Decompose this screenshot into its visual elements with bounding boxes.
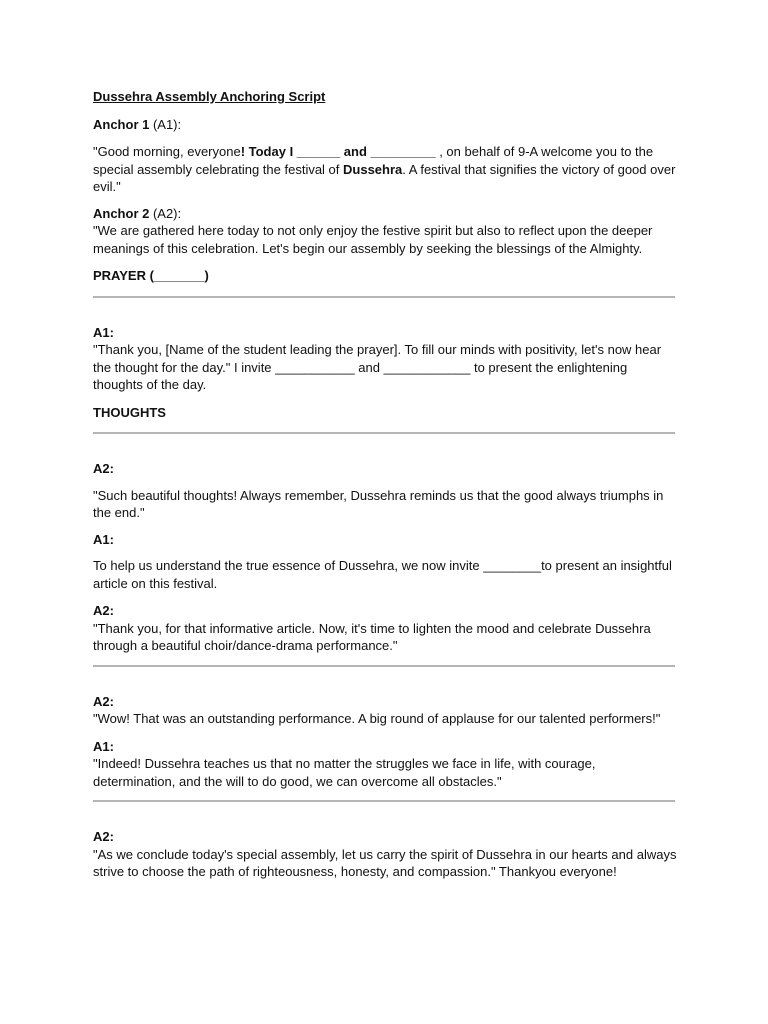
anchor2-label: Anchor 2 xyxy=(93,205,150,221)
anchor1-heading xyxy=(93,116,678,134)
anchor1-label: Anchor 1 xyxy=(93,116,150,132)
a2-heading: A2: xyxy=(93,829,114,844)
greeting-paragraph xyxy=(93,143,678,196)
a2-heading: A2: xyxy=(93,461,114,476)
anchor2-heading xyxy=(93,205,678,223)
a2-heading: A2: xyxy=(93,603,114,618)
greeting-text-3: . A festival that signifies the victory of good over evil." xyxy=(93,161,676,194)
greeting-text-2: , on behalf of 9-A welcome you to the special assembly celebrating the festival of xyxy=(93,144,654,177)
greeting-bold-1: ! Today I ______ and _________ xyxy=(240,144,440,159)
anchor1-code: (A1): xyxy=(149,116,182,132)
a2-article-paragraph: "Thank you, for that informative article. Now, it's time to lighten the mood and celebrate Dussehra through a beautiful choir/dance-drama performance." xyxy=(93,620,651,653)
a1-heading: A1: xyxy=(93,738,114,754)
section-divider xyxy=(93,296,675,298)
a2-performance-paragraph: "Wow! That was an outstanding performance. A big round of applause for our talented performers!" xyxy=(93,711,661,726)
a2-conclusion-paragraph: "As we conclude today's special assembly, let us carry the spirit of Dussehra in our hearts and always strive to choose the path of righteousness, honesty, and compassion." Thankyou everyone! xyxy=(93,846,677,879)
anchor2-code: (A2): xyxy=(149,205,182,221)
a2-thoughts-paragraph: "Such beautiful thoughts! Always remember, Dussehra reminds us that the good always triumphs in the end." xyxy=(93,487,664,520)
document-body xyxy=(93,88,678,881)
a1-indeed-paragraph: "Indeed! Dussehra teaches us that no matter the struggles we face in life, with courage, determination, and the will to do good, we can overcome all obstacles." xyxy=(93,756,596,789)
section-divider xyxy=(93,665,675,667)
greeting-bold-festival: Dussehra xyxy=(343,161,403,177)
a1-heading: A1: xyxy=(93,324,114,340)
thoughts-heading: THOUGHTS xyxy=(93,404,166,420)
section-divider xyxy=(93,800,675,802)
section-divider xyxy=(93,432,675,434)
greeting-text-1: "Good morning, everyone xyxy=(93,144,241,159)
a1-heading: A1: xyxy=(93,531,114,547)
a1-article-paragraph: To help us understand the true essence of Dussehra, we now invite ________to present an insightful article on this festival. xyxy=(93,558,672,591)
document-title: Dussehra Assembly Anchoring Script xyxy=(93,89,326,104)
anchor2-paragraph: "We are gathered here today to not only enjoy the festive spirit but also to reflect upon the deeper meanings of this celebration. Let's begin our assembly by seeking the blessings of the Almighty. xyxy=(93,223,653,256)
prayer-heading: PRAYER (_______) xyxy=(93,268,209,283)
a1-prayer-paragraph: "Thank you, [Name of the student leading the prayer]. To fill our minds with positivity, let's now hear the thought for the day." I invite ___________ and ____________ to present the enlightening thoughts of the day. xyxy=(93,342,662,392)
a2-heading: A2: xyxy=(93,693,114,709)
